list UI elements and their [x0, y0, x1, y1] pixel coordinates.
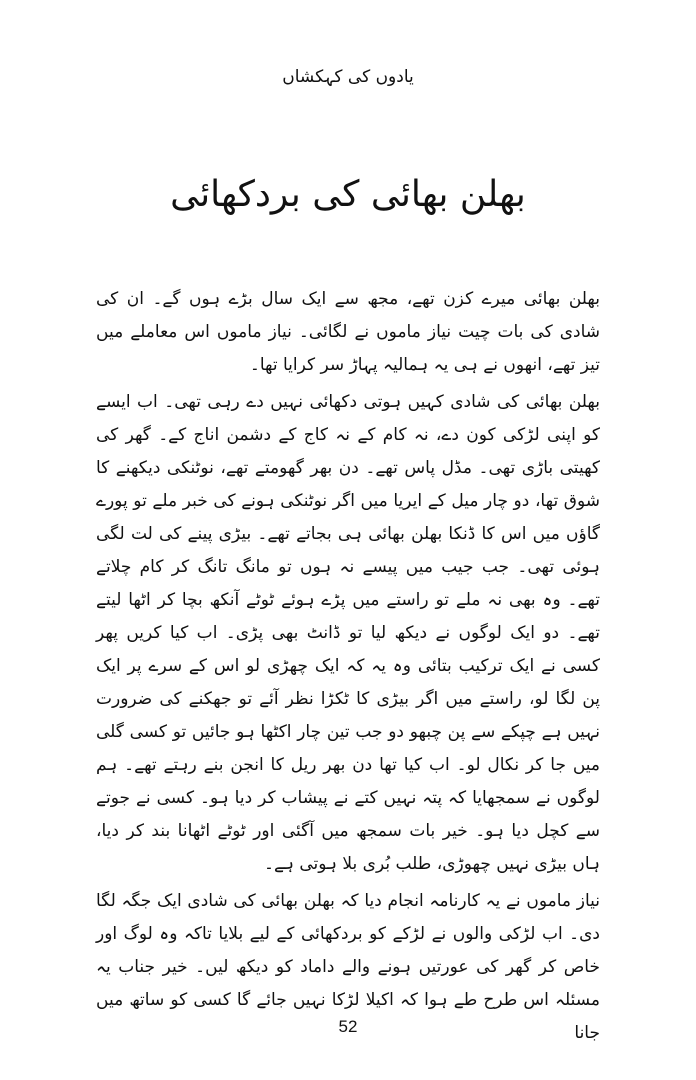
paragraph: نیاز ماموں نے یہ کارنامہ انجام دیا کہ بھلن بھائی کی شادی ایک جگہ لگا دی۔ اب لڑکی والوں نے لڑکے کو بردکھائی کے لیے بلایا تاکہ وہ لوگ اور خاص کر گھر کی عورتیں ہونے والے داماد کو دیکھ لیں۔ خیر جناب یہ مسئلہ اس طرح طے ہوا کہ اکیلا لڑکا نہیں جائے گا کسی کو ساتھ میں جانا	[96, 891, 600, 1043]
paragraph: بھلن بھائی میرے کزن تھے، مجھ سے ایک سال بڑے ہوں گے۔ ان کی شادی کی بات چیت نیاز ماموں نے لگائی۔ نیاز ماموں اس معاملے میں تیز تھے، انھوں نے ہی یہ ہمالیہ پہاڑ سر کرایا تھا۔	[96, 289, 600, 375]
running-head: یادوں کی کہکشاں	[282, 67, 414, 87]
chapter-title: بھلن بھائی کی بردکھائی	[170, 174, 526, 215]
page-number: 52	[338, 1017, 358, 1036]
body-text	[96, 283, 600, 1054]
paragraph: بھلن بھائی کی شادی کہیں ہوتی دکھائی نہیں دے رہی تھی۔ اب ایسے کو اپنی لڑکی کون دے، نہ کام کے نہ کاج کے دشمن اناج کے۔ گھر کی کھیتی باڑی تھی۔ مڈل پاس تھے۔ دن بھر گھومتے تھے، نوٹنکی دیکھنے کا شوق تھا، دو چار میل کے ایریا میں اگر نوٹنکی ہونے کی خبر ملے تو پورے گاؤں میں اس کا ڈنکا بھلن بھائی ہی بجاتے تھے۔ بیڑی پینے کی لت لگی ہوئی تھی۔ جب جیب میں پیسے نہ ہوں تو مانگ تانگ کر کام چلاتے تھے۔ وہ بھی نہ ملے تو راستے میں پڑے ہوئے ٹوٹے آنکھ بچا کر اٹھا لیتے تھے۔ دو ایک لوگوں نے دیکھ لیا تو ڈانٹ بھی پڑی۔ اب کیا کریں پھر کسی نے ایک ترکیب بتائی وہ یہ کہ ایک چھڑی لو اس کے سرے پر ایک پن لگا لو، راستے میں اگر بیڑی کا ٹکڑا نظر آئے تو جھکنے کی ضرورت نہیں ہے چپکے سے پن چبھو دو جب تین چار اکٹھا ہو جائیں تو کسی گلی میں جا کر نکال لو۔ اب کیا تھا دن بھر ریل کا انجن بنے رہتے تھے۔ ہم لوگوں نے سمجھایا کہ پتہ نہیں کتے نے پیشاب کر دیا ہو۔ کسی نے جوتے سے کچل دیا ہو۔ خیر بات سمجھ میں آگئی اور ٹوٹے اٹھانا بند کر دیا، ہاں بیڑی نہیں چھوڑی، طلب بُری بلا ہوتی ہے۔	[96, 392, 600, 874]
